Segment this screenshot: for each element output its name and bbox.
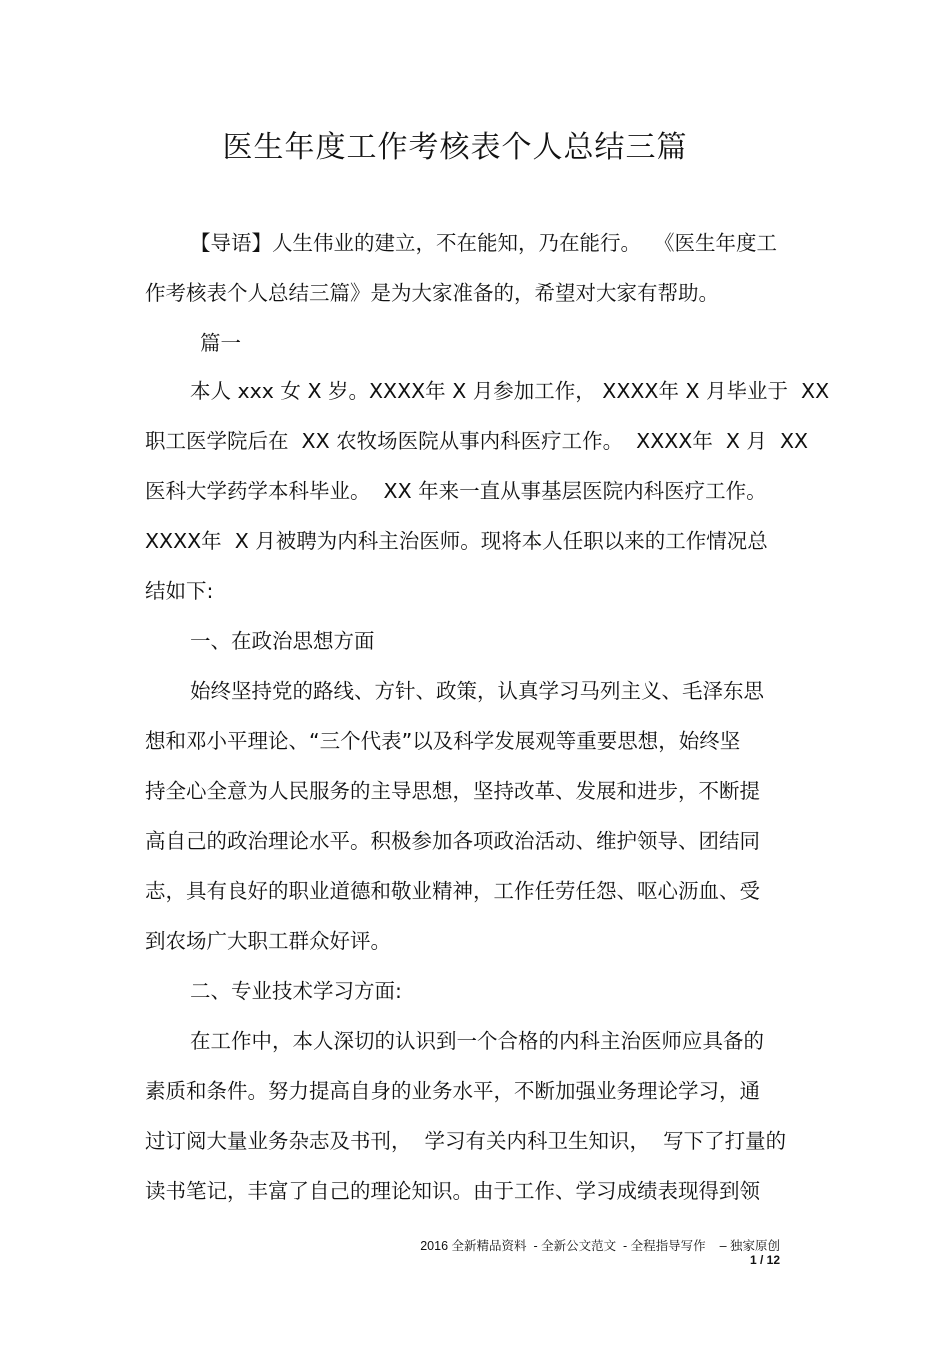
page-number: 1 / 12 (749, 1253, 780, 1267)
body-line: 志，具有良好的职业道德和敬业精神，工作任劳任怨、呕心沥血、受 (145, 879, 760, 903)
body-line: 本人 xxx 女 X 岁。XXXX年 X 月参加工作， XXXX年 X 月毕业于 XX (190, 379, 830, 403)
body-line: 高自己的政治理论水平。积极参加各项政治活动、维护领导、团结同 (145, 829, 760, 853)
body-line: 【导语】人生伟业的建立，不在能知，乃在能行。 《医生年度工 (190, 231, 778, 255)
body-line: 在工作中，本人深切的认识到一个合格的内科主治医师应具备的 (190, 1029, 764, 1053)
body-line: 素质和条件。努力提高自身的业务水平，不断加强业务理论学习，通 (145, 1079, 760, 1103)
section-heading: 二、专业技术学习方面: (190, 979, 402, 1003)
body-line: XXXX年 X 月被聘为内科主治医师。现将本人任职以来的工作情况总 (145, 529, 768, 553)
body-line: 医科大学药学本科毕业。 XX 年来一直从事基层医院内科医疗工作。 (145, 479, 767, 503)
body-line: 过订阅大量业务杂志及书刊， 学习有关内科卫生知识， 写下了打量的 (145, 1129, 787, 1153)
body-line: 职工医学院后在 XX 农牧场医院从事内科医疗工作。 XXXX年 X 月 XX (145, 429, 809, 453)
section-heading: 一、在政治思想方面 (190, 629, 375, 653)
body-line: 结如下: (145, 579, 214, 603)
body-line: 作考核表个人总结三篇》是为大家准备的，希望对大家有帮助。 (145, 281, 719, 305)
body-line: 读书笔记，丰富了自己的理论知识。由于工作、学习成绩表现得到领 (145, 1179, 760, 1203)
section-heading: 篇一 (200, 331, 241, 355)
document-title: 医生年度工作考核表个人总结三篇 (222, 130, 688, 165)
body-line: 始终坚持党的路线、方针、政策，认真学习马列主义、毛泽东思 (190, 679, 764, 703)
body-line: 想和邓小平理论、“三个代表”以及科学发展观等重要思想，始终坚 (145, 729, 741, 753)
body-line: 持全心全意为人民服务的主导思想，坚持改革、发展和进步，不断提 (145, 779, 760, 803)
body-line: 到农场广大职工群众好评。 (145, 929, 391, 953)
footer-text: 2016 全新精品资料 - 全新公文范文 - 全程指导写作 – 独家原创 (420, 1239, 780, 1253)
